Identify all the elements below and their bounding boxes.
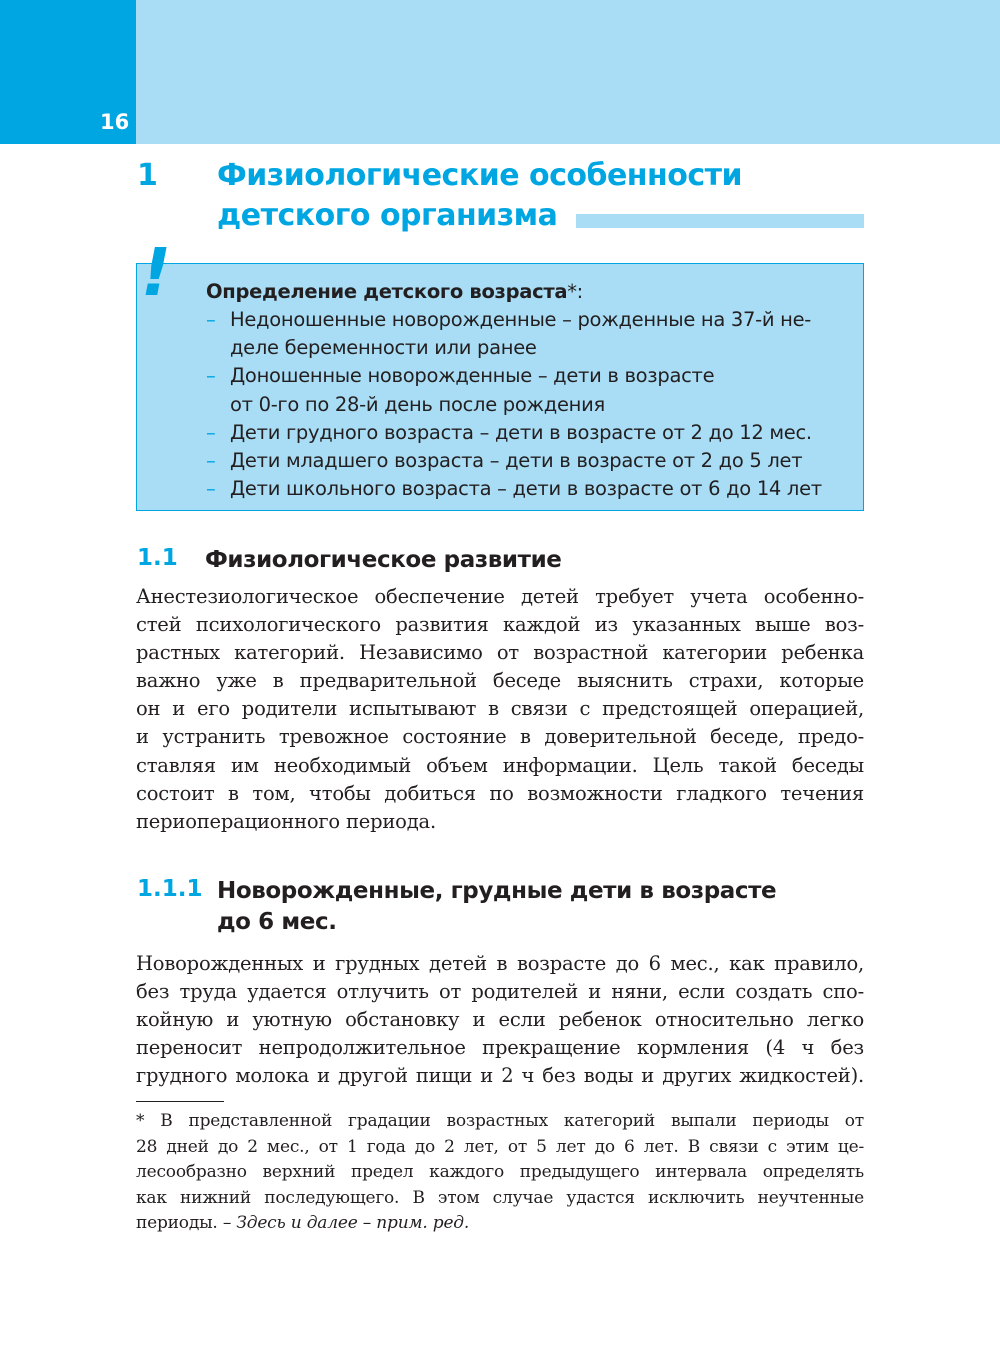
section-1-1-1-paragraph: Новорожденных и грудных детей в возрасте до 6 мес., как правило, без труда удается отлучить от родителей и няни, если создать спо- койную и уютную обстановку и если ребенок относительно легко переносит непродолжительное прекращение кормления (4 ч без грудного молока и другой пищи и 2 ч без воды и других жидкостей). [136, 952, 864, 1088]
footnote-last-line: периоды. – Здесь и далее – прим. ред. [136, 1213, 470, 1233]
dash-bullet: – [206, 364, 216, 388]
list-item: – Дети младшего возраста – дети в возрасте от 2 до 5 лет [206, 447, 822, 475]
dash-bullet: – [206, 420, 216, 444]
list-item: – Дети школьного возраста – дети в возрасте от 6 до 14 лет [206, 475, 822, 503]
dash-bullet: – [206, 477, 216, 501]
list-item: – Доношенные новорожденные – дети в возрасте от 0-го по 28-й день после рождения [206, 364, 715, 416]
chapter-number: 1 [137, 158, 158, 193]
chapter-title-rule [576, 214, 864, 228]
dash-bullet: – [206, 449, 216, 473]
section-1-1-paragraph: Анестезиологическое обеспечение детей требует учета особенно- стей психологического развития каждой из указанных выше воз- растных категорий. Независимо от возрастной категории ребенка важно уже в предварительной беседе выяснить страхи, которые он и его родители испытывают в связи с предстоящей операцией, и устранить тревожное состояние в доверительной беседе, предо- ставляя им необходимый объем информации. Цель такой беседы состоит в том, чтобы добиться по возможности гладкого течения периоперационного периода. [136, 585, 864, 833]
section-1-1-title: Физиологическое развитие [205, 547, 562, 573]
definition-box [136, 263, 864, 511]
chapter-title-line-1: Физиологические особенности [217, 158, 743, 193]
page-number: 16 [100, 110, 130, 134]
page-number-tab [0, 0, 136, 144]
section-1-1-1-number: 1.1.1 [137, 876, 203, 902]
list-item: – Недоношенные новорожденные – рожденные на 37-й не- деле беременности или ранее [206, 308, 812, 360]
list-item: – Дети грудного возраста – дети в возрасте от 2 до 12 мес. [206, 419, 822, 447]
footnote-separator [136, 1101, 224, 1102]
header-band [0, 0, 1000, 144]
exclamation-icon: ! [141, 234, 172, 311]
dash-bullet: – [206, 308, 216, 331]
section-1-1-number: 1.1 [137, 545, 178, 571]
definition-list [206, 306, 822, 503]
section-1-1-1-title: Новорожденные, грудные дети в возрасте до 6 мес. [217, 878, 777, 935]
chapter-title-line-2: детского организма [217, 198, 558, 233]
definition-box-title: Определение детского возраста*: [206, 280, 583, 303]
footnote: * В представленной градации возрастных категорий выпали периоды от 28 дней до 2 мес., от 1 года до 2 лет, от 5 лет до 6 лет. В связи с этим це- лесообразно верхний предел каждого предыдущего интервала определять как нижний последующего. В этом случае удастся исключить неучтенные периоды. – Здесь и далее – прим. ред. [136, 1109, 864, 1237]
editor-note: Здесь и далее – прим. ред. [236, 1213, 470, 1233]
